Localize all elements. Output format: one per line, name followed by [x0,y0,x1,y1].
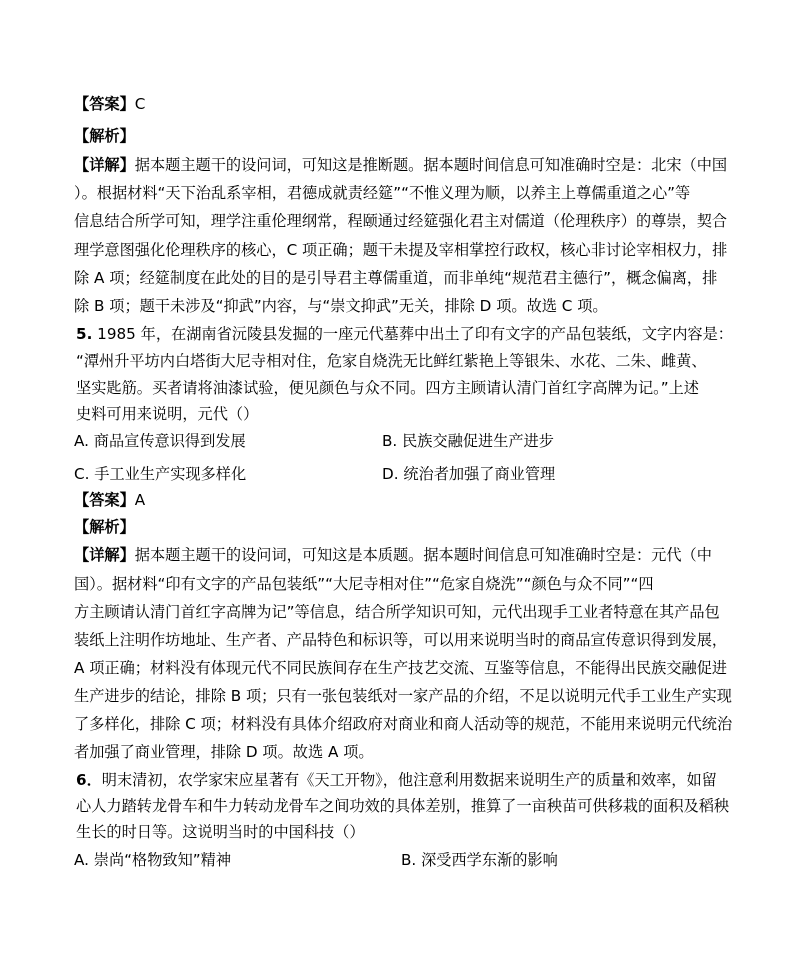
q5-detail-line-6: 了多样化，排除 C 项；材料没有具体介绍政府对商业和商人活动等的规范，不能用来说明元代统治 [74,715,733,733]
q6-stem-line-1: 心人力踏转龙骨车和牛力转动龙骨车之间功效的具体差别，推算了一亩秧苗可供移栽的面积及稻秧 [76,797,730,815]
q5-detail-line-5: 生产进步的结论，排除 B 项；只有一张包装纸对一家产品的介绍，不足以说明元代手工业生产实现 [74,687,732,705]
q5-detail-line-0 [74,545,712,565]
q4-detail-line-0 [74,155,727,175]
q6-stem-text-0: 明末清初，农学家宋应星著有《天工开物》，他注意利用数据来说明生产的质量和效率，如留 [101,771,717,789]
q5-option-b: B. 民族交融促进生产进步 [382,432,554,450]
q5-detail-line-3: 装纸上注明作坊地址、生产者、产品特色和标识等，可以用来说明当时的商品宣传意识得到发展， [74,631,728,649]
q4-detail-line-2: 信息结合所学可知，理学注重伦理纲常，程颐通过经筵强化君主对儒道（伦理秩序）的尊崇，契合 [74,212,728,230]
q6-number: 6． [76,771,102,789]
q4-detail-line-4: 除 A 项；经筵制度在此处的目的是引导君主尊儒重道，而非单纯“规范君主德行”，概念偏离，排 [74,269,718,287]
q4-detail-line-5: 除 B 项；题干未涉及“抑武”内容，与“崇文抑武”无关，排除 D 项。故选 C 项。 [74,297,608,315]
q5-option-c: C. 手工业生产实现多样化 [74,465,247,483]
q5-stem-line-1: “潭州升平坊内白塔街大尼寺相对住，危家自烧洗无比鲜红紫艳上等银朱、水花、二朱、雌黄、 [76,352,707,370]
q6-stem-line-2: 生长的时日等。这说明当时的中国科技（） [76,823,365,841]
q5-stem-line-3: 史料可用来说明，元代（） [76,405,259,423]
q4-detail-line-3: 理学意图强化伦理秩序的核心，C 项正确；题干未提及宰相掌控行政权，核心非讨论宰相权力，排 [74,241,728,259]
q5-option-d: D. 统治者加强了商业管理 [382,465,556,483]
q4-answer-tag: 【答案】 [74,95,135,113]
q4-detail-text-0: 据本题主题干的设问词，可知这是推断题。据本题时间信息可知准确时空是：北宋（中国 [134,156,728,174]
q5-stem-line-0 [76,324,733,344]
q5-analysis-tag: 【解析】 [74,518,135,536]
q5-detail-text-0: 据本题主题干的设问词，可知这是本质题。据本题时间信息可知准确时空是：元代（中 [134,546,712,564]
q5-detail-line-4: A 项正确；材料没有体现元代不同民族间存在生产技艺交流、互鉴等信息，不能得出民族交融促进 [74,659,728,677]
q5-detail-line-1: 国）。据材料“印有文字的产品包装纸”“大尼寺相对住”“危家自烧洗”“颜色与众不同”“四 [74,575,654,593]
q4-answer-value: C [134,95,146,113]
q4-analysis-tag: 【解析】 [74,127,135,145]
q4-answer-line [74,94,145,114]
q4-detail-tag: 【详解】 [74,156,135,174]
q6-option-b: B. 深受西学东渐的影响 [401,851,558,869]
q5-detail-line-2: 方主顾请认清门首红字高牌为记”等信息，结合所学知识可知，元代出现手工业者特意在其产品包 [74,603,720,621]
q5-answer-line [74,490,145,510]
q5-detail-line-7: 者加强了商业管理，排除 D 项。故选 A 项。 [74,743,374,761]
q5-detail-tag: 【详解】 [74,546,135,564]
q6-option-a: A. 崇尚“格物致知”精神 [74,851,232,869]
q5-option-a: A. 商品宣传意识得到发展 [74,432,246,450]
q5-stem-text-0: 1985 年，在湖南省沅陵县发掘的一座元代墓葬中出土了印有文字的产品包装纸，文字内容是： [97,325,733,343]
q5-answer-value: A [134,491,146,509]
q6-stem-line-0 [76,770,717,790]
q5-answer-tag: 【答案】 [74,491,135,509]
q5-number: 5. [76,325,93,343]
q5-stem-line-2: 坚实匙筋。买者请将油漆试验，便见颜色与众不同。四方主顾请认清门首红字高牌为记。”上述 [76,379,699,397]
q4-detail-line-1: ）。根据材料“天下治乱系宰相，君德成就责经筵”“不惟义理为顺，以养主上尊儒重道之心”等 [74,184,691,202]
